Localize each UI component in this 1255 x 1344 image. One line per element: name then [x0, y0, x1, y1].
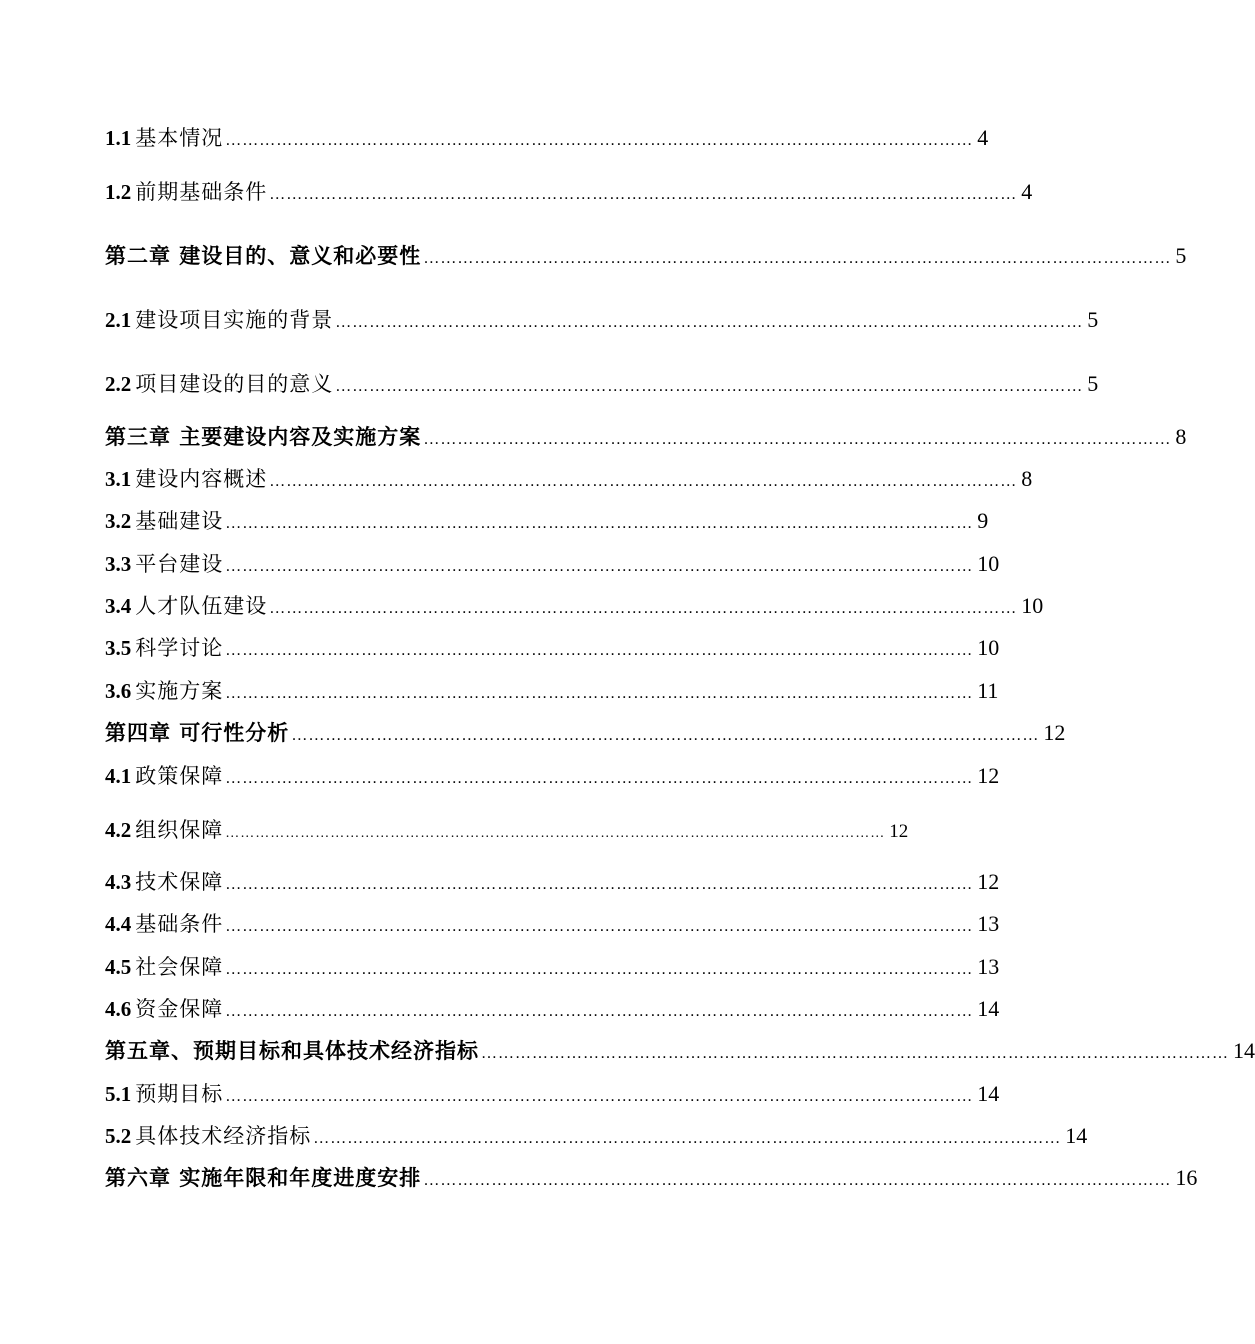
toc-title: 实施方案 [135, 679, 224, 703]
toc-leader: …………………………………………………………………………………………………………………… [335, 378, 1084, 395]
toc-leader: …………………………………………………………………………………………………………………… [225, 770, 974, 787]
toc-leader: …………………………………………………………………………………………………………………… [225, 642, 974, 659]
toc-title: 基本情况 [135, 126, 224, 150]
toc-title: 平台建设 [135, 552, 224, 576]
toc-page-number: 10 [977, 635, 1000, 660]
toc-number: 4.4 [105, 912, 132, 936]
toc-number: 1.2 [105, 180, 132, 204]
toc-leader: …………………………………………………………………………………………………………………… [269, 600, 1018, 617]
toc-page-number: 13 [977, 954, 1000, 979]
toc-page-number: 8 [1021, 466, 1033, 491]
toc-number: 3.3 [105, 552, 132, 576]
toc-page-number: 10 [977, 551, 1000, 576]
toc-number: 4.1 [105, 764, 132, 788]
toc-leader: …………………………………………………………………………………………………………………… [225, 515, 974, 532]
toc-entry-chapter-5[interactable] [105, 1036, 1255, 1066]
toc-entry-3-5[interactable] [105, 633, 1000, 663]
toc-leader: …………………………………………………………………………………………………………………… [313, 1130, 1062, 1147]
toc-page-number: 14 [1065, 1123, 1088, 1148]
toc-entry-3-1[interactable] [105, 464, 1033, 494]
toc-entry-2-1[interactable] [105, 305, 1099, 335]
toc-title: 资金保障 [135, 997, 224, 1021]
toc-entry-5-1[interactable] [105, 1079, 1000, 1109]
toc-leader: …………………………………………………………………………………………………………………… [225, 132, 974, 149]
toc-entry-chapter-2[interactable] [105, 241, 1187, 271]
toc-leader: …………………………………………………………………………………………………………………… [269, 186, 1018, 203]
toc-page-number: 9 [977, 508, 989, 533]
toc-page-number: 14 [977, 1081, 1000, 1106]
toc-number: 3.6 [105, 679, 132, 703]
toc-leader: …………………………………………………………………………………………………………………… [225, 918, 974, 935]
toc-title: 建设内容概述 [135, 467, 268, 491]
toc-title: 社会保障 [135, 955, 224, 979]
toc-leader: …………………………………………………………………………………………………………………… [225, 558, 974, 575]
toc-title: 基础条件 [135, 912, 224, 936]
toc-number: 3.2 [105, 509, 132, 533]
toc-title: 技术保障 [135, 870, 224, 894]
toc-page-number: 5 [1175, 243, 1187, 268]
toc-leader: …………………………………………………………………………………………………………………… [225, 1088, 974, 1105]
toc-leader: …………………………………………………………………………………………………………………… [423, 250, 1172, 267]
toc-number: 2.1 [105, 308, 132, 332]
toc-leader: …………………………………………………………………………………………………………………… [225, 826, 886, 841]
toc-number: 2.2 [105, 372, 132, 396]
toc-entry-3-2[interactable] [105, 506, 989, 536]
toc-page-number: 12 [1043, 720, 1066, 745]
toc-page-number: 16 [1175, 1165, 1198, 1190]
toc-page-number: 12 [889, 821, 909, 842]
toc-title: 人才队伍建设 [135, 594, 268, 618]
toc-number: 4.2 [105, 818, 132, 842]
toc-page-number: 14 [1233, 1038, 1255, 1063]
toc-title: 科学讨论 [135, 636, 224, 660]
toc-title: 项目建设的目的意义 [135, 372, 334, 396]
toc-number: 3.5 [105, 636, 132, 660]
toc-leader: …………………………………………………………………………………………………………………… [423, 431, 1172, 448]
toc-number: 1.1 [105, 126, 132, 150]
toc-leader: …………………………………………………………………………………………………………………… [335, 314, 1084, 331]
toc-entry-1-2[interactable] [105, 177, 1033, 207]
toc-number: 3.4 [105, 594, 132, 618]
toc-page-number: 8 [1175, 424, 1187, 449]
toc-title: 第五章、预期目标和具体技术经济指标 [105, 1039, 479, 1063]
toc-title: 组织保障 [135, 818, 224, 842]
toc-leader: …………………………………………………………………………………………………………………… [225, 685, 974, 702]
toc-title: 第二章 建设目的、意义和必要性 [105, 244, 422, 268]
toc-entry-chapter-4[interactable] [105, 718, 1066, 748]
toc-entry-4-1[interactable] [105, 761, 1000, 791]
toc-entry-3-6[interactable] [105, 676, 999, 706]
toc-leader: …………………………………………………………………………………………………………………… [481, 1045, 1229, 1062]
toc-entry-4-6[interactable] [105, 994, 1000, 1024]
toc-leader: …………………………………………………………………………………………………………………… [291, 727, 1040, 744]
toc-page-number: 12 [977, 869, 1000, 894]
toc-title: 第四章 可行性分析 [105, 721, 290, 745]
toc-title: 建设项目实施的背景 [135, 308, 334, 332]
toc-title: 政策保障 [135, 764, 224, 788]
toc-page-number: 4 [977, 125, 989, 150]
toc-page-number: 5 [1087, 307, 1099, 332]
toc-page-number: 14 [977, 996, 1000, 1021]
toc-title: 具体技术经济指标 [135, 1124, 312, 1148]
toc-page-number: 5 [1087, 371, 1099, 396]
toc-entry-4-2[interactable] [105, 815, 909, 845]
toc-entry-4-4[interactable] [105, 909, 1000, 939]
toc-title: 第六章 实施年限和年度进度安排 [105, 1166, 422, 1190]
toc-number: 4.5 [105, 955, 132, 979]
toc-entry-2-2[interactable] [105, 369, 1099, 399]
toc-entry-chapter-3[interactable] [105, 422, 1187, 452]
toc-title: 前期基础条件 [135, 180, 268, 204]
toc-entry-4-5[interactable] [105, 952, 1000, 982]
toc-entry-chapter-6[interactable] [105, 1163, 1198, 1193]
toc-page-number: 12 [977, 763, 1000, 788]
toc-leader: …………………………………………………………………………………………………………………… [225, 1003, 974, 1020]
toc-entry-1-1[interactable] [105, 123, 989, 153]
toc-entry-3-3[interactable] [105, 549, 1000, 579]
toc-number: 5.1 [105, 1082, 132, 1106]
toc-title: 预期目标 [135, 1082, 224, 1106]
toc-entry-3-4[interactable] [105, 591, 1044, 621]
toc-number: 3.1 [105, 467, 132, 491]
toc-page-number: 13 [977, 911, 1000, 936]
toc-entry-5-2[interactable] [105, 1121, 1088, 1151]
toc-number: 4.6 [105, 997, 132, 1021]
toc-page-number: 10 [1021, 593, 1044, 618]
toc-number: 4.3 [105, 870, 132, 894]
toc-number: 5.2 [105, 1124, 132, 1148]
toc-title: 第三章 主要建设内容及实施方案 [105, 425, 422, 449]
toc-page-number: 4 [1021, 179, 1033, 204]
toc-leader: …………………………………………………………………………………………………………………… [225, 961, 974, 978]
toc-page-number: 11 [977, 678, 999, 703]
toc-leader: …………………………………………………………………………………………………………………… [269, 473, 1018, 490]
toc-leader: …………………………………………………………………………………………………………………… [423, 1172, 1172, 1189]
toc-entry-4-3[interactable] [105, 867, 1000, 897]
toc-leader: …………………………………………………………………………………………………………………… [225, 876, 974, 893]
toc-title: 基础建设 [135, 509, 224, 533]
